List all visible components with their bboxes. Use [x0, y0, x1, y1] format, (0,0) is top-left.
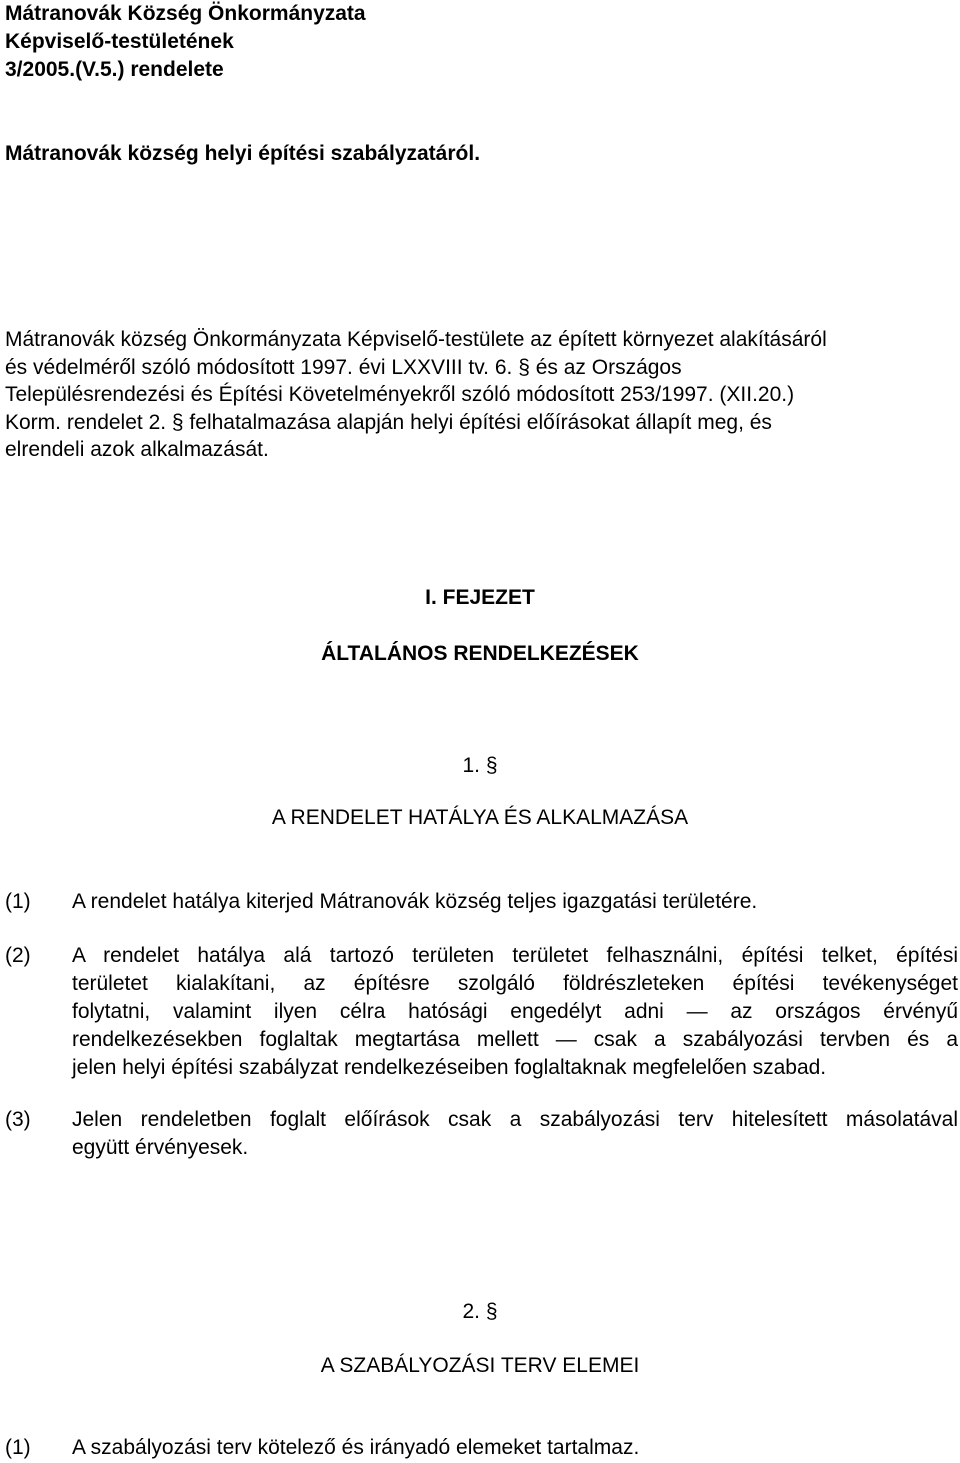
header-body: Képviselő-testületének [5, 30, 234, 53]
paragraph-line: rendelkezésekben foglaltak megtartása mellett — csak a szabályozási tervben és a [72, 1028, 958, 1051]
paragraph-line: területet kialakítani, az építésre szolgáló földrészleteken építési tevékenységet [72, 972, 958, 995]
section-1-title: A RENDELET HATÁLYA ÉS ALKALMAZÁSA [271, 806, 689, 829]
section-2-paragraph-1 [5, 1434, 958, 1462]
preamble-line: elrendeli azok alkalmazását. [5, 438, 269, 462]
preamble-line: és védelméről szóló módosított 1997. évi LXXVIII tv. 6. § és az Országos [5, 355, 682, 379]
paragraph-line: jelen helyi építési szabályzat rendelkezéseiben foglaltaknak megfelelően szabad. [72, 1056, 827, 1079]
section-2-title: A SZABÁLYOZÁSI TERV ELEMEI [320, 1354, 640, 1377]
paragraph-text [72, 1106, 958, 1162]
paragraph-line: Jelen rendeletben foglalt előírások csak a szabályozási terv hitelesített másolatával [72, 1108, 958, 1131]
paragraph-line: folytatni, valamint ilyen célra hatósági engedélyt adni — az országos érvényű [72, 1000, 958, 1023]
section-1-paragraph-1 [5, 888, 958, 916]
chapter-number: I. FEJEZET [425, 586, 535, 609]
paragraph-text [72, 942, 958, 1082]
paragraph-number: (1) [5, 1436, 31, 1459]
paragraph-number: (2) [5, 944, 31, 967]
paragraph-number: (1) [5, 890, 31, 913]
paragraph-text [72, 888, 958, 916]
section-1-paragraph-3 [5, 1106, 958, 1162]
section-1-paragraph-2 [5, 942, 958, 1082]
header-municipality: Mátranovák Község Önkormányzata [5, 2, 366, 25]
header-decree-number: 3/2005.(V.5.) rendelete [5, 58, 224, 81]
preamble-line: Mátranovák község Önkormányzata Képviselő-testülete az épített környezet alakításáról [5, 328, 827, 351]
section-2-number: 2. § [462, 1300, 498, 1323]
header-subject: Mátranovák község helyi építési szabályzatáról. [5, 142, 481, 165]
paragraph-line: A rendelet hatálya alá tartozó területen területet felhasználni, építési telket, építési [72, 944, 958, 967]
paragraph-line: A szabályozási terv kötelező és irányadó elemeket tartalmaz. [72, 1436, 640, 1459]
preamble-line: Településrendezési és Építési Követelményekről szóló módosított 253/1997. (XII.20.) [5, 383, 795, 407]
chapter-title: ÁLTALÁNOS RENDELKEZÉSEK [321, 642, 639, 665]
paragraph-number: (3) [5, 1108, 31, 1131]
preamble-line: Korm. rendelet 2. § felhatalmazása alapján helyi építési előírásokat állapít meg, és [5, 410, 772, 434]
paragraph-line: együtt érvényesek. [72, 1136, 249, 1159]
paragraph-text [72, 1434, 958, 1462]
section-1-number: 1. § [462, 754, 498, 777]
paragraph-line: A rendelet hatálya kiterjed Mátranovák község teljes igazgatási területére. [72, 890, 758, 913]
preamble [5, 326, 885, 464]
